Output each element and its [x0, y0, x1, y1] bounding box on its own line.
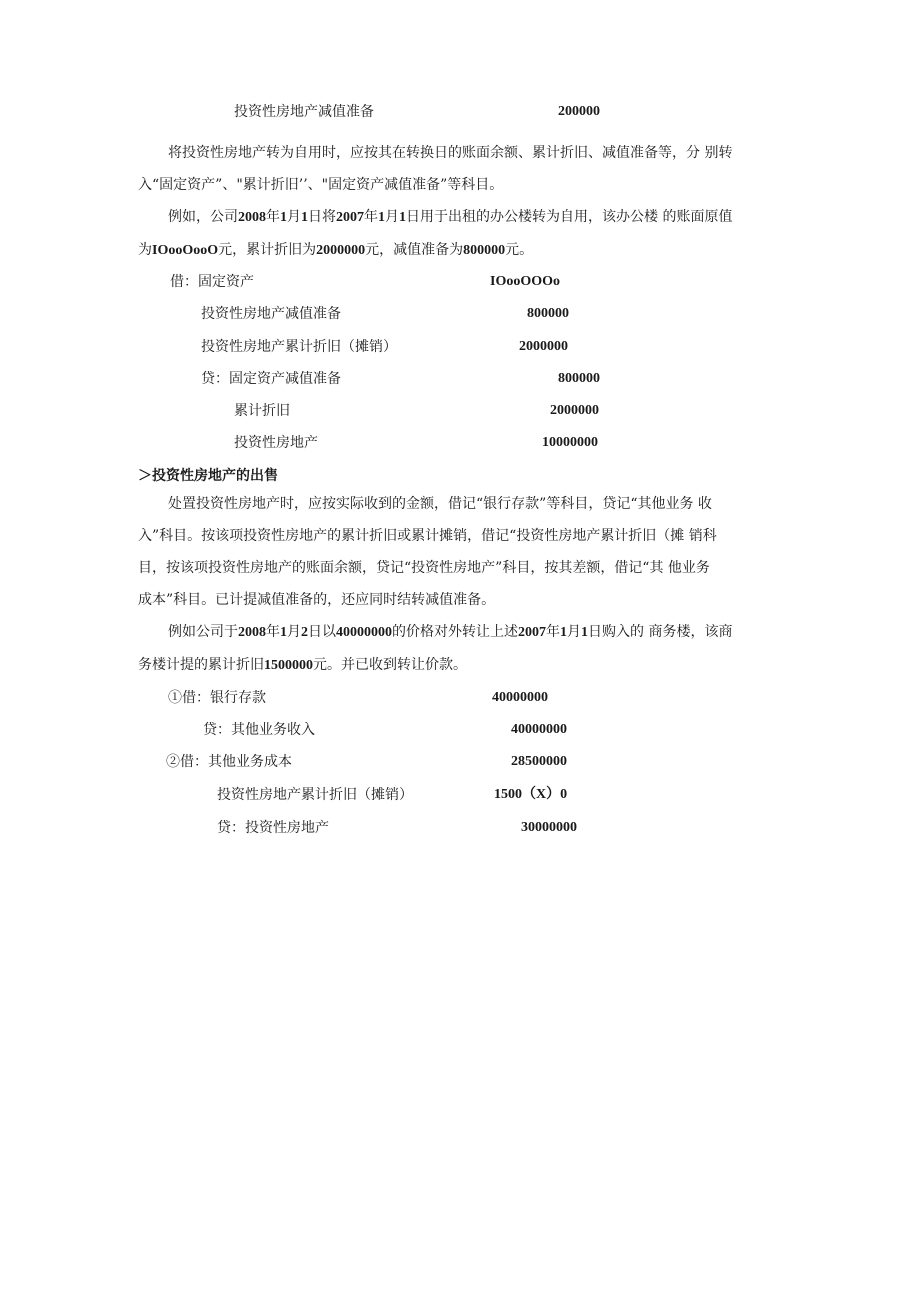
paragraph-disposal-rules: [138, 488, 788, 616]
entry2-row4-amount: 1500（X）0: [494, 787, 568, 802]
entry1-row5-amount: 2000000: [550, 403, 599, 418]
entry2-row1-label: ①借：银行存款: [168, 690, 266, 706]
paragraph-line: 为IOooOooO元，累计折旧为2000000元，减值准备为800000元。: [138, 242, 534, 258]
paragraph-line: 目，按该项投资性房地产的账面余额，贷记“投资性房地产”科目，按其差额，借记“其 他业务: [138, 560, 710, 576]
entry1-row2-label: 投资性房地产减值准备: [201, 306, 341, 322]
paragraph-line: 例如，公司2008年1月1日将2007年1月1日用于出租的办公楼转为自用，该办公楼 的账面原值: [168, 209, 733, 225]
entry2-row2-label: 贷：其他业务收入: [203, 722, 315, 738]
paragraph-example-1: [138, 201, 788, 267]
entry2-row5-label: 贷：投资性房地产: [217, 820, 329, 836]
top-entry-account: 投资性房地产减值准备: [234, 104, 374, 120]
entry1-debit-amount: IOooOOOo: [490, 274, 561, 289]
paragraph-line: 例如公司于2008年1月2日以40000000的价格对外转让上述2007年1月1日购入的 商务楼，该商: [168, 624, 733, 640]
paragraph-example-2: [138, 616, 788, 682]
entry1-credit-label: 贷：固定资产减值准备: [201, 371, 341, 387]
entry1-row6-amount: 10000000: [542, 435, 598, 450]
entry1-debit-label: 借：固定资产: [170, 274, 254, 290]
entry2-row4-label: 投资性房地产累计折旧（摊销）: [217, 787, 413, 803]
paragraph-transfer-to-self-use: [138, 137, 788, 201]
paragraph-line: 成本”科目。已计提减值准备的，还应同时结转减值准备。: [138, 592, 496, 608]
paragraph-line: 务楼计提的累计折旧1500000元。并已收到转让价款。: [138, 657, 467, 673]
entry1-row2-amount: 800000: [527, 306, 569, 321]
paragraph-line: 将投资性房地产转为自用时，应按其在转换日的账面余额、累计折旧、减值准备等，分 别转: [168, 145, 733, 161]
section-heading: ＞投资性房地产的出售: [138, 468, 278, 484]
entry2-row3-amount: 28500000: [511, 754, 567, 769]
entry1-row3-amount: 2000000: [519, 339, 568, 354]
entry2-row5-amount: 30000000: [521, 820, 577, 835]
entry1-row5-label: 累计折旧: [234, 403, 290, 419]
paragraph-line: 入”科目。按该项投资性房地产的累计折旧或累计摊销，借记“投资性房地产累计折旧（摊 销科: [138, 528, 717, 544]
paragraph-line: 入“固定资产”、"累计折旧’’、"固定资产减值准备”等科目。: [138, 177, 504, 193]
entry2-row3-label: ②借：其他业务成本: [166, 754, 292, 770]
entry1-credit-amount: 800000: [558, 371, 600, 386]
paragraph-line: 处置投资性房地产时，应按实际收到的金额，借记“银行存款”等科目，贷记“其他业务 收: [168, 496, 712, 512]
top-entry-amount: 200000: [558, 104, 600, 119]
entry1-row3-label: 投资性房地产累计折旧（摊销）: [201, 339, 397, 355]
entry1-row6-label: 投资性房地产: [234, 435, 318, 451]
entry2-row2-amount: 40000000: [511, 722, 567, 737]
entry2-row1-amount: 40000000: [492, 690, 548, 705]
